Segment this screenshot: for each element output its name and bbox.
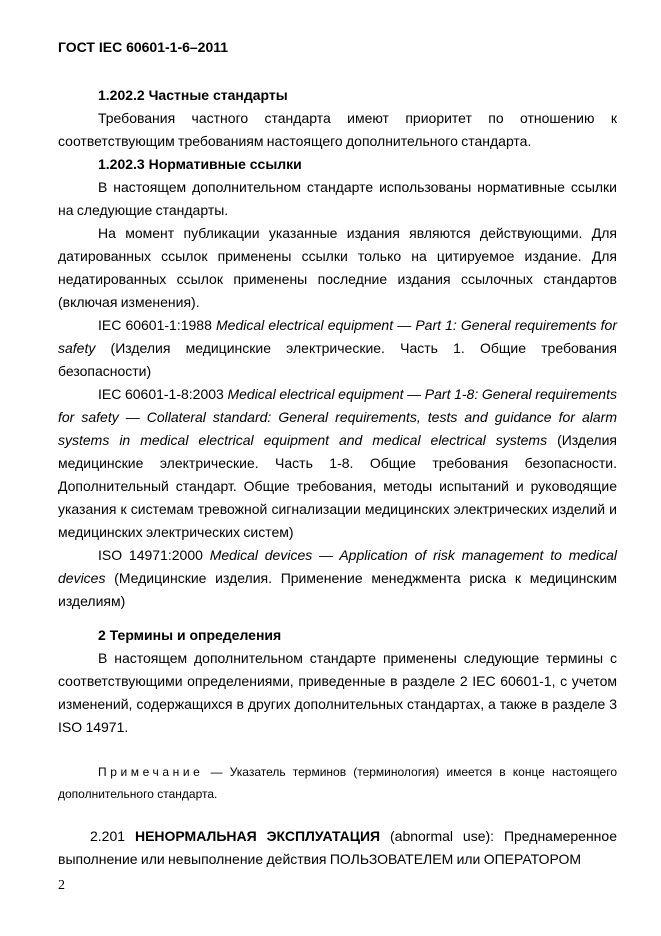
reference-title-ru: (Изделия медицинские электрические. Часть 1. Общие требования безопасности) bbox=[58, 340, 617, 379]
term-name: НЕНОРМАЛЬНАЯ ЭКСПЛУАТАЦИЯ bbox=[134, 828, 381, 844]
document-content bbox=[58, 0, 617, 871]
reference-title-en: Medical electrical equipment — Part 1: General requirements for safety bbox=[58, 317, 617, 356]
term-number: 2.201 bbox=[90, 828, 126, 844]
reference-code: ISO 14971:2000 bbox=[98, 547, 203, 563]
reference-title-en: Medical electrical equipment — Part 1-8: General requirements for safety — Collateral standard: General requirements, tests and guidance for alarm systems in medical electrical equipment and medical electrical systems bbox=[58, 386, 617, 448]
reference-title-ru: (Изделия медицинские электрические. Часть 1-8. Общие требования безопасности. Дополнительный стандарт. Общие требования, методы испытаний и руководящие указания к системам тревожной сигнализации медицинских электрических изделий и медицинских электрических систем) bbox=[58, 432, 617, 540]
reference-title-ru: (Медицинские изделия. Применение менеджмента риска к медицинским изделиям) bbox=[58, 570, 617, 609]
paragraph-normative-intro: В настоящем дополнительном стандарте использованы нормативные ссылки на следующие стандарты. bbox=[58, 179, 617, 218]
reference-item bbox=[58, 383, 617, 544]
note-label: Примечание bbox=[98, 765, 204, 779]
heading-terms-and-definitions: 2 Термины и определения bbox=[98, 627, 282, 643]
heading-1-202-2: 1.202.2 Частные стандарты bbox=[98, 87, 288, 103]
paragraph-private-standards: Требования частного стандарта имеют приоритет по отношению к соответствующим требованиям настоящего дополнительного стандарта. bbox=[58, 110, 617, 149]
paragraph-normative-validity: На момент публикации указанные издания являются действующими. Для датированных ссылок применены ссылки только на цитируемое издание. Для недатированных ссылок применены последние издания ссылочных стандартов (включая изменения). bbox=[58, 225, 617, 310]
reference-item bbox=[58, 314, 617, 383]
document-header-title: ГОСТ IEC 60601-1-6–2011 bbox=[58, 39, 229, 55]
reference-title-en: Medical devices — Application of risk management to medical devices bbox=[58, 547, 617, 586]
term-text: (abnormal use): Преднамеренное выполнение или невыполнение действия ПОЛЬЗОВАТЕЛЕМ или ОПЕРАТОРОМ bbox=[58, 828, 617, 867]
page-number: 2 bbox=[58, 878, 65, 893]
note-text: — Указатель терминов (терминология) имеется в конце настоящего дополнительного стандарта. bbox=[58, 765, 617, 801]
reference-code: IEC 60601-1-8:2003 bbox=[98, 386, 224, 402]
term-definition bbox=[58, 825, 617, 871]
paragraph-terms-intro: В настоящем дополнительном стандарте применены следующие термины с соответствующими определениями, приведенные в разделе 2 IEC 60601-1, с учетом изменений, содержащихся в других дополнительных стандартах, а также в разделе 3 ISO 14971. bbox=[58, 650, 617, 735]
reference-code: IEC 60601-1:1988 bbox=[98, 317, 212, 333]
note bbox=[58, 761, 617, 805]
reference-item bbox=[58, 544, 617, 613]
heading-1-202-3: 1.202.3 Нормативные ссылки bbox=[98, 156, 302, 172]
